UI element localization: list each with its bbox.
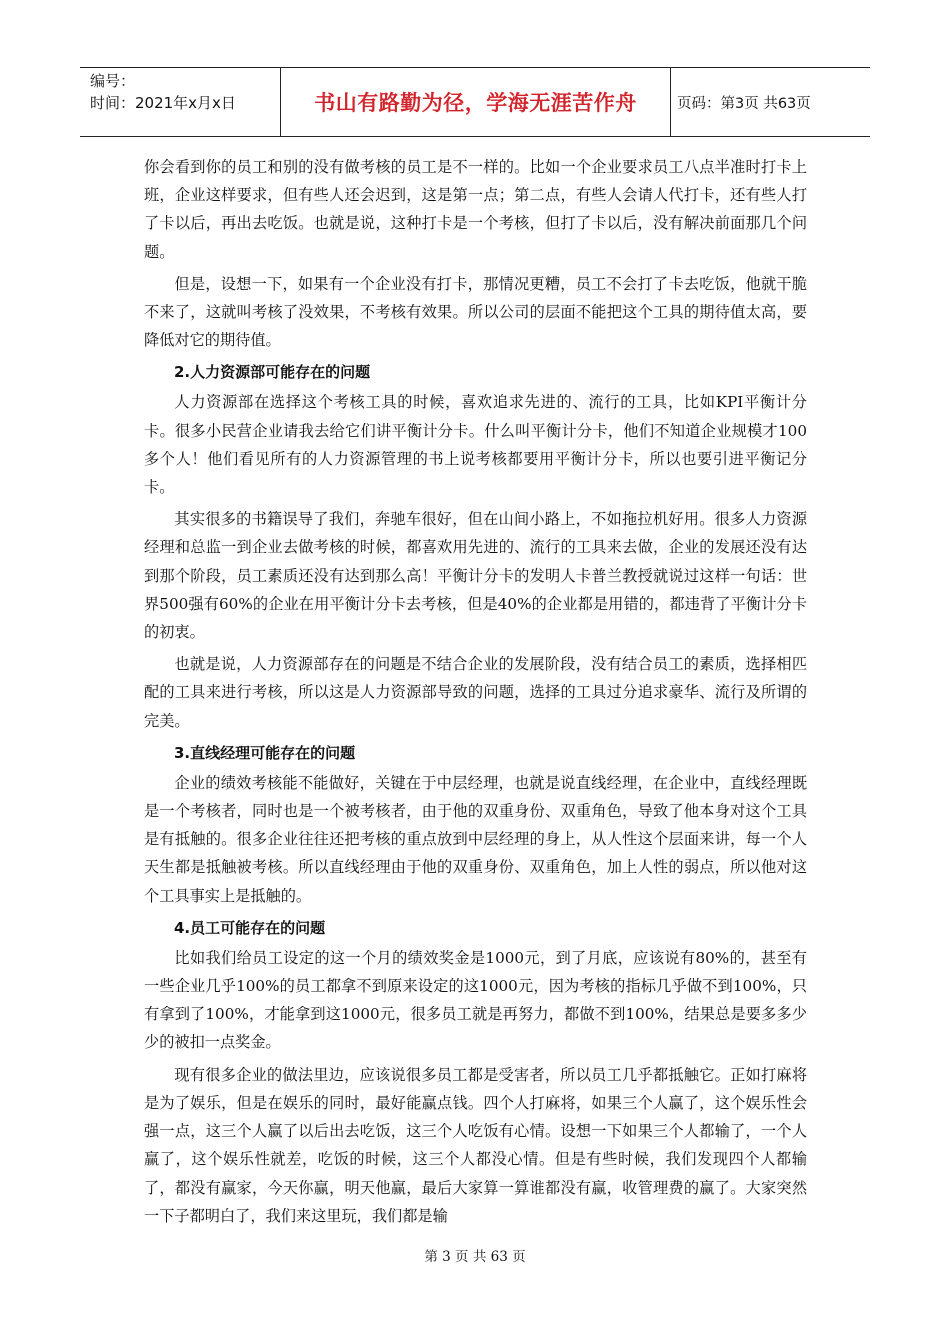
header-motto-cell: [281, 68, 671, 136]
paragraph: 也就是说，人力资源部存在的问题是不结合企业的发展阶段，没有结合员工的素质，选择相匹配的工具来进行考核，所以这是人力资源部导致的问题，选择的工具过分追求豪华、流行及所谓的完美。: [144, 655, 807, 730]
document-body: [144, 153, 807, 1234]
page-footer: 第 3 页 共 63 页: [424, 1249, 526, 1265]
header-motto: 书山有路勤为径，学海无涯苦作舟: [314, 91, 637, 115]
paragraph: 人力资源部在选择这个考核工具的时候，喜欢追求先进的、流行的工具，比如KPI平衡计分卡。很多小民营企业请我去给它们讲平衡计分卡。什么叫平衡计分卡，他们不知道企业规模才100多个人！他们看见所有的人力资源管理的书上说考核都要用平衡计分卡，所以也要引进平衡记分卡。: [144, 393, 807, 497]
header-page-cell: [671, 68, 870, 136]
document-date: 时间：2021年x月x日: [90, 94, 236, 112]
paragraph: 比如我们给员工设定的这一个月的绩效奖金是1000元，到了月底，应该说有80%的，甚至有一些企业几乎100%的员工都拿不到原来设定的这1000元，因为考核的指标几乎做不到100%，只有拿到了100%，才能拿到这1000元，很多员工就是再努力，都做不到100%，结果总是要多多少少的被扣一点奖金。: [144, 948, 807, 1052]
document-number-label: 编号：: [90, 72, 136, 90]
section-heading: 3.直线经理可能存在的问题: [174, 743, 356, 762]
paragraph: 但是，设想一下，如果有一个企业没有打卡，那情况更糟，员工不会打了卡去吃饭，他就干脆不来了，这就叫考核了没效果，不考核有效果。所以公司的层面不能把这个工具的期待值太高，要降低对它的期待值。: [144, 274, 807, 350]
header-page-info: 页码：第3页 共63页: [677, 95, 811, 112]
section-heading: 4.员工可能存在的问题: [174, 918, 326, 937]
document-header: [80, 67, 870, 137]
paragraph: 其实很多的书籍误导了我们，奔驰车很好，但在山间小路上，不如拖拉机好用。很多人力资源经理和总监一到企业去做考核的时候，都喜欢用先进的、流行的工具来去做，企业的发展还没有达到那个阶段，员工素质还没有达到那么高！平衡计分卡的发明人卡普兰教授就说过这样一句话：世界500强有60%的企业在用平衡计分卡去考核，但是40%的企业都是用错的，都违背了平衡计分卡的初衷。: [144, 510, 807, 642]
paragraph: 你会看到你的员工和别的没有做考核的员工是不一样的。比如一个企业要求员工八点半准时打卡上班，企业这样要求，但有些人还会迟到，这是第一点；第二点，有些人会请人代打卡，还有些人打了卡以后，再出去吃饭。也就是说，这种打卡是一个考核，但打了卡以后，没有解决前面那几个问题。: [144, 158, 807, 261]
header-meta-cell: [80, 68, 281, 136]
paragraph: 现有很多企业的做法里边，应该说很多员工都是受害者，所以员工几乎都抵触它。正如打麻将是为了娱乐，但是在娱乐的同时，最好能赢点钱。四个人打麻将，如果三个人赢了，这个娱乐性会强一点，这三个人赢了以后出去吃饭，这三个人吃饭有心情。设想一下如果三个人都输了，一个人赢了，这个娱乐性就差，吃饭的时候，这三个人都没心情。但是有些时候，我们发现四个人都输了，都没有赢家，今天你赢，明天他赢，最后大家算一算谁都没有赢，收管理费的赢了。大家突然一下子都明白了，我们来这里玩，我们都是输: [144, 1065, 807, 1225]
section-heading: 2.人力资源部可能存在的问题: [174, 363, 371, 382]
paragraph: 企业的绩效考核能不能做好，关键在于中层经理，也就是说直线经理，在企业中，直线经理既是一个考核者，同时也是一个被考核者，由于他的双重身份、双重角色，导致了他本身对这个工具是有抵触的。很多企业往往还把考核的重点放到中层经理的身上，从人性这个层面来讲，每一个人天生都是抵触被考核。所以直线经理由于他的双重身份、双重角色，加上人性的弱点，所以他对这个工具事实上是抵触的。: [144, 773, 807, 905]
